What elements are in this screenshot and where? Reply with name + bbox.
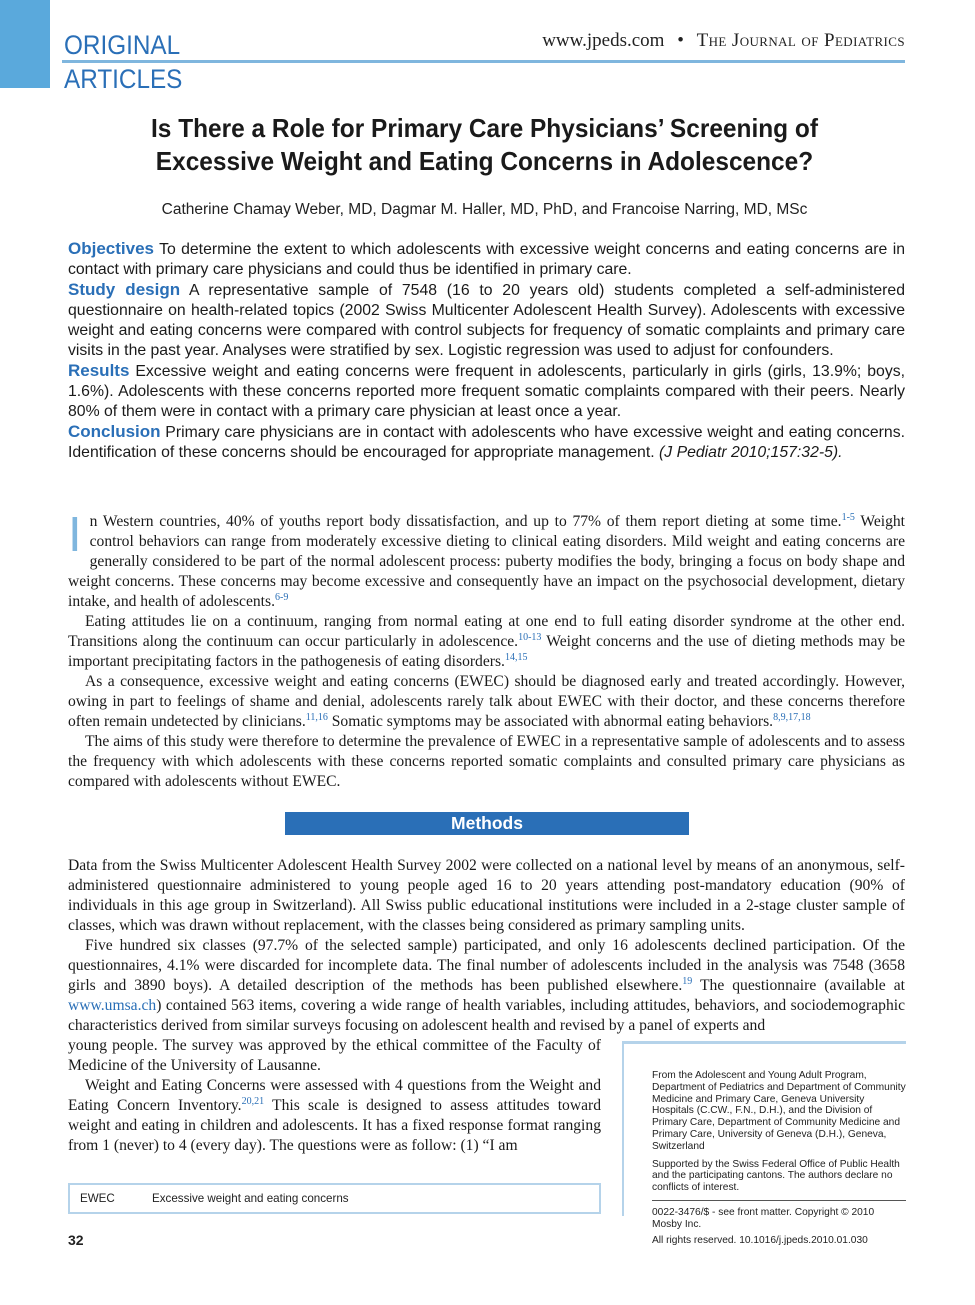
- doi-text: All rights reserved. 10.1016/j.jpeds.2010.01.030: [652, 1234, 868, 1246]
- sidebar-divider: [652, 1200, 906, 1201]
- section-label-line-2: ARTICLES: [64, 64, 183, 94]
- objectives-text: To determine the extent to which adolescents with excessive weight concerns and eating concerns are in contact with primary care physicians and could thus be identified in primary care.: [68, 241, 905, 278]
- objectives-label: Objectives: [68, 239, 154, 258]
- methods-paragraph-3: [68, 1076, 601, 1156]
- reference-link[interactable]: 11,16: [305, 711, 328, 723]
- methods-narrow-column: [68, 1036, 601, 1156]
- abstract-conclusion: [68, 422, 905, 463]
- intro-paragraph-2: [68, 612, 905, 672]
- methods-section: [68, 856, 905, 1036]
- author-list: Catherine Chamay Weber, MD, Dagmar M. Haller, MD, PhD, and Francoise Narring, MD, MSc: [161, 201, 808, 218]
- affiliation-text: From the Adolescent and Young Adult Program, Department of Pediatrics and Department of Community Medicine and Primary Care, Geneva University Hospitals (C.CW., F.N., D.H.), and the Division of Primary Care, Department of Community Medicine and Primary Care, University of Geneva (D.H.), Geneva, Switzerland: [652, 1070, 906, 1152]
- affiliation-sidebar: [622, 1041, 906, 1246]
- abstract-design: [68, 280, 905, 361]
- reference-link[interactable]: 20,21: [241, 1095, 265, 1107]
- conclusion-label: Conclusion: [68, 422, 161, 441]
- reference-link[interactable]: 10-13: [518, 631, 542, 643]
- page-number: 32: [68, 1232, 84, 1248]
- reference-link[interactable]: 19: [682, 975, 693, 987]
- reference-link[interactable]: 8,9,17,18: [773, 711, 811, 723]
- journal-name: The Journal of Pediatrics: [696, 30, 905, 51]
- reference-link[interactable]: 14,15: [504, 651, 528, 663]
- umsa-link[interactable]: www.umsa.ch: [68, 997, 157, 1014]
- methods-p2-text-b: The questionnaire (available at: [692, 977, 905, 994]
- header-bullet: •: [677, 30, 684, 51]
- abstract-objectives: [68, 239, 905, 280]
- methods-p2-text-a: Five hundred six classes (97.7% of the selected sample) participated, and only 16 adolescents declined participation. Of the questionnaires, 4.1% were discarded for incomplete data. The final number of adolescents included in the analysis was 7548 (3658 girls and 3890 boys). A detailed description of the methods has been published elsewhere.: [68, 937, 905, 994]
- abbreviation-value: Excessive weight and eating concerns: [152, 1192, 349, 1205]
- methods-p3-text-a: Weight and Eating Concerns were assessed with 4 questions from the Weight and Eating Concern Inventory.: [68, 1077, 601, 1114]
- methods-p3-text-b: This scale is designed to assess attitudes toward weight and eating in children and adolescents. It has a fixed response format ranging from 1 (never) to 4 (every day). The questions were as follow: (1) “I am: [68, 1097, 601, 1154]
- introduction: [68, 508, 906, 792]
- intro-paragraph-3: [68, 672, 905, 732]
- abbreviation-box: [68, 1183, 601, 1214]
- article-title: Is There a Role for Primary Care Physicians’ Screening of Excessive Weight and Eating Concerns in Adolescence?: [151, 113, 818, 176]
- intro-paragraph-4: The aims of this study were therefore to determine the prevalence of EWEC in a representative sample of adolescents and to assess the frequency with which adolescents with these concerns reported somatic complaints and consulted primary care physicians as compared with adolescents without EWEC.: [68, 733, 905, 790]
- section-label-line-1: ORIGINAL: [64, 30, 181, 60]
- drop-cap: I: [68, 508, 82, 562]
- design-label: Study design: [68, 280, 181, 299]
- funding-text: Supported by the Swiss Federal Office of Public Health and the participating cantons. The authors declare no conflicts of interest.: [652, 1158, 900, 1194]
- methods-heading: Methods: [285, 812, 689, 835]
- abstract-results: [68, 361, 905, 422]
- intro-p3-text-a: As a consequence, excessive weight and eating concerns (EWEC) should be diagnosed early and treated accordingly. However, owing in part to feelings of shame and denial, adolescents rarely talk about EWEC with their doctor, and these concerns therefore often remain undetected by clinicians.: [68, 673, 905, 730]
- design-text: A representative sample of 7548 (16 to 20 years old) students completed a self-administered questionnaire on health-related topics (2002 Swiss Multicenter Adolescent Health Survey). Adolescents with excessive weight and eating concerns were compared with control subjects for frequency of somatic complaints and primary care visits in the past year. Analyses were stratified by sex. Logistic regression was used to adjust for confounders.: [68, 282, 906, 359]
- journal-header: [542, 30, 905, 52]
- intro-p3-text-b: Somatic symptoms may be associated with abnormal eating behaviors.: [327, 713, 774, 730]
- methods-p2-text-c: ) contained 563 items, covering a wide range of health variables, including attitudes, behaviors, and sociodemographic characteristics derived from similar surveys focusing on adolescent health and revised by a panel of experts and: [68, 997, 905, 1034]
- reference-link[interactable]: 1-5: [841, 511, 855, 523]
- intro-p1-text-a: n Western countries, 40% of youths report body dissatisfaction, and up to 77% of them report dieting at some time.: [89, 513, 842, 530]
- abbreviation-key: EWEC: [80, 1192, 115, 1205]
- copyright-text: 0022-3476/$ - see front matter. Copyright © 2010 Mosby Inc.: [652, 1206, 875, 1230]
- intro-p2-text-a: Eating attitudes lie on a continuum, ranging from normal eating at one end to full eating disorder syndrome at the other end. Transitions along the continuum can occur particularly in adolescence.: [68, 613, 905, 650]
- citation: (J Pediatr 2010;157:32-5).: [659, 444, 843, 461]
- header-rule: [62, 60, 905, 63]
- intro-p2-text-b: Weight concerns and the use of dieting methods may be important precipitating factors in the pathogenesis of eating disorders.: [68, 633, 906, 670]
- intro-paragraph-1: [68, 508, 906, 612]
- reference-link[interactable]: 6-9: [274, 591, 289, 603]
- conclusion-text: Primary care physicians are in contact with adolescents who have excessive weight and eating concerns. Identification of these concerns should be encouraged for appropriate management.: [68, 424, 905, 461]
- methods-paragraph-2: [68, 936, 905, 1036]
- results-text: Excessive weight and eating concerns were frequent in adolescents, particularly in girls (girls, 13.9%; boys, 1.6%). Adolescents with these concerns reported more frequent somatic complaints compared with their peers. Nearly 80% of them were in contact with a primary care physician at least once a year.: [68, 363, 906, 420]
- results-label: Results: [68, 361, 130, 380]
- intro-p1-text-b: Weight control behaviors can range from moderately excessive dieting to clinical eating disorders. Mild weight and eating concerns are generally considered to be part of the normal adolescent process: puberty modifies the body, bringing a focus on body shape and weight concerns. These concerns may become excessive and consequently have an impact on the psychosocial development, dietary intake, and health of adolescents.: [68, 513, 906, 610]
- methods-paragraph-1: Data from the Swiss Multicenter Adolescent Health Survey 2002 were collected on a national level by means of an anonymous, self-administered questionnaire administered to young people aged 16 to 20 years attending post-mandatory education (90% of individuals in this age group in Switzerland). All Swiss public educational institutions were included in a 2-stage cluster sample of classes, which was drawn without replacement, with the classes being considered as primary sampling units.: [68, 857, 905, 934]
- abstract: [68, 239, 905, 463]
- journal-url[interactable]: www.jpeds.com: [542, 30, 665, 51]
- methods-p2-continuation: young people. The survey was approved by the ethical committee of the Faculty of Medicine of the University of Lausanne.: [68, 1037, 601, 1074]
- section-color-tab: [0, 0, 50, 88]
